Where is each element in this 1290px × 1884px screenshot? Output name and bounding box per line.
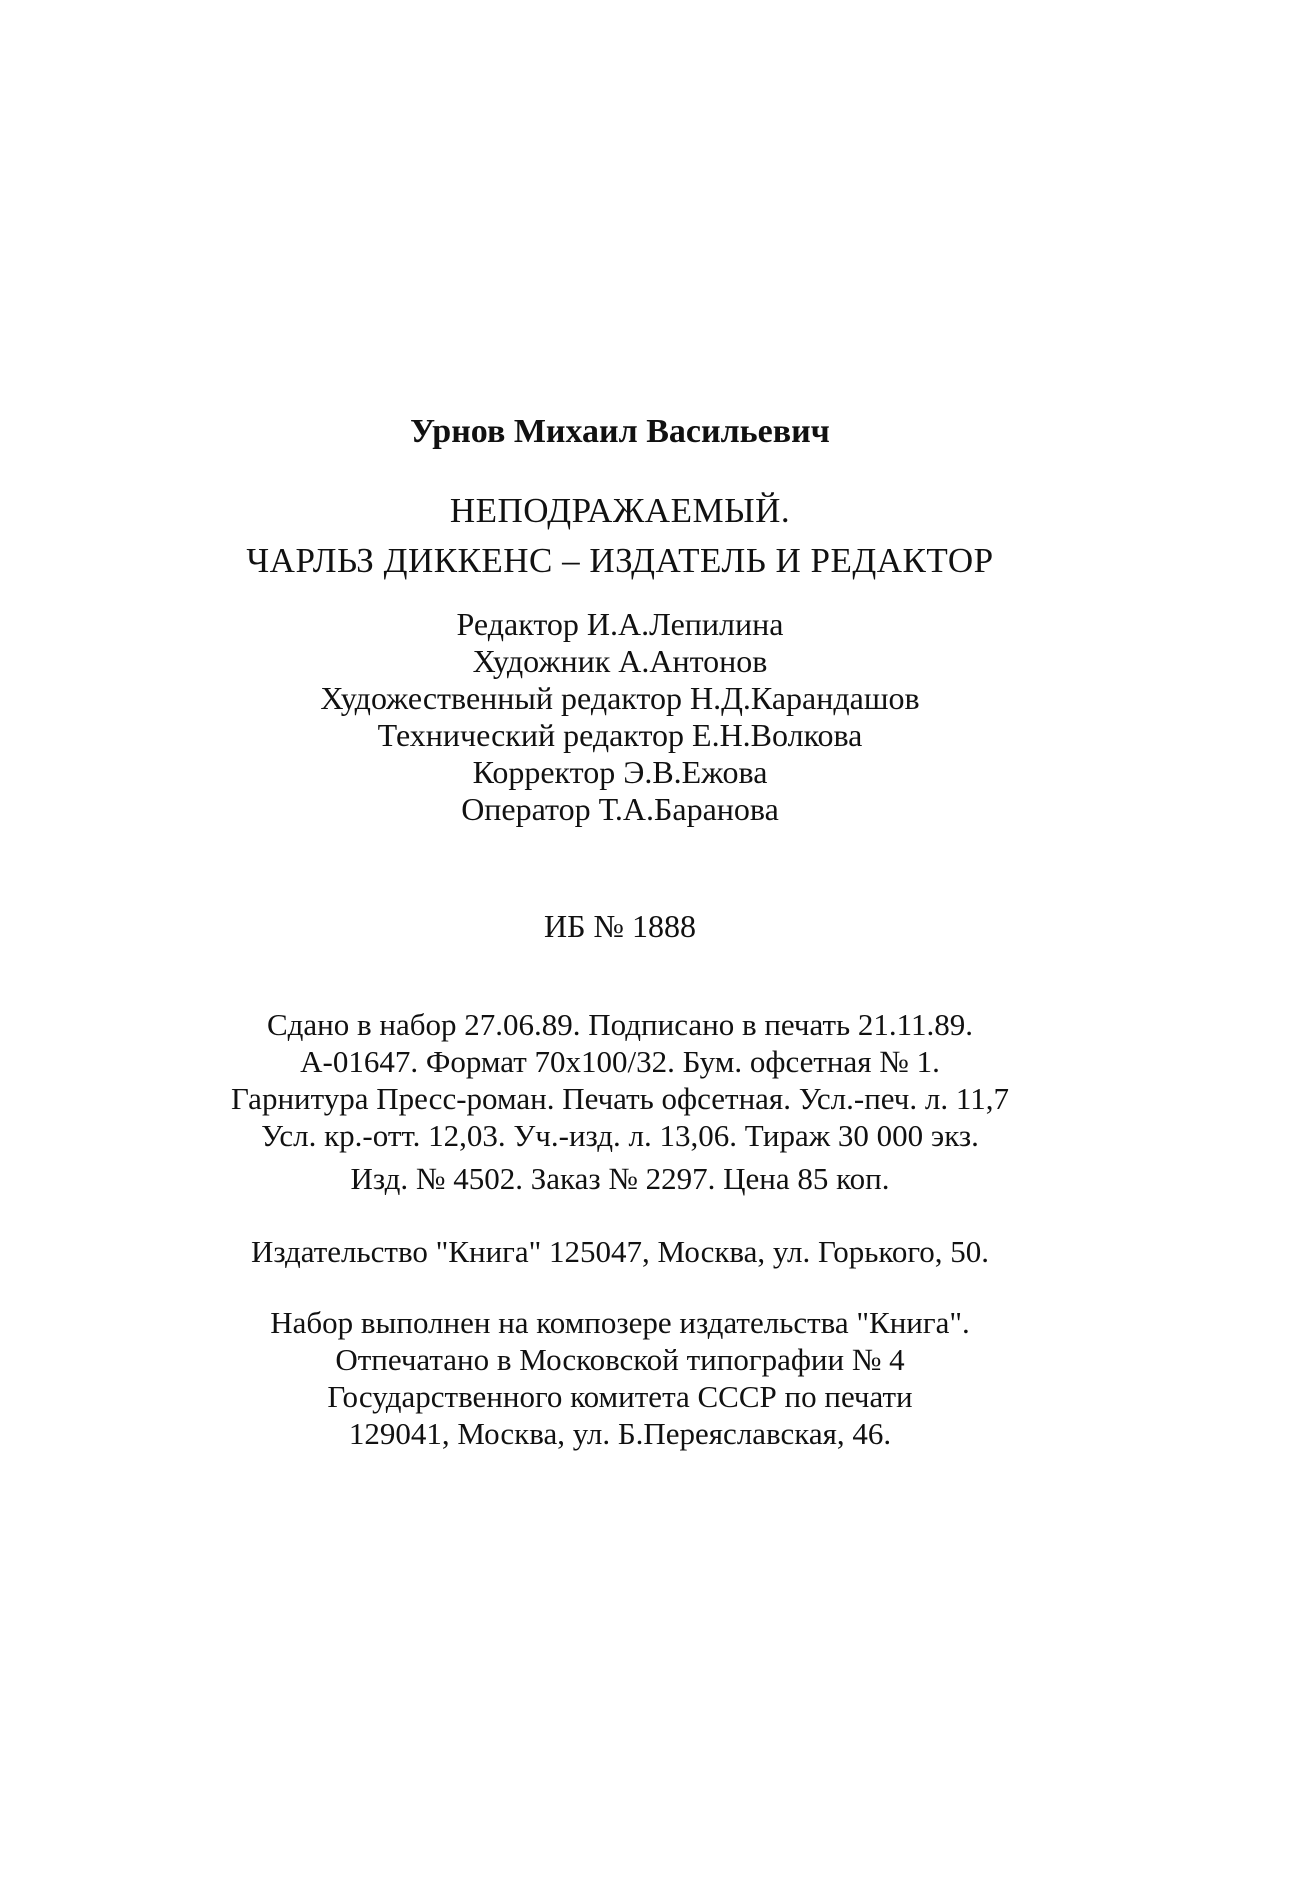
staff-credits [0, 606, 1240, 828]
book-title [0, 486, 1240, 586]
publisher-address: Издательство "Книга" 125047, Москва, ул. Горького, 50. [250, 1234, 990, 1269]
imprint-line: Гарнитура Пресс-роман. Печать офсетная. Усл.-печ. л. 11,7 [231, 1081, 1009, 1116]
credit-editor: Редактор И.А.Лепилина [456, 606, 784, 642]
credit-technical-editor: Технический редактор Е.Н.Волкова [377, 717, 863, 753]
imprint-line: Усл. кр.-отт. 12,03. Уч.-изд. л. 13,06. Тираж 30 000 экз. [261, 1118, 979, 1153]
printing-info [0, 1304, 1240, 1452]
printing-line: Государственного комитета СССР по печати [327, 1379, 913, 1414]
subtitle-line: ЧАРЛЬЗ ДИККЕНС – ИЗДАТЕЛЬ И РЕДАКТОР [246, 541, 994, 580]
publisher-block [0, 1232, 1240, 1272]
imprint-line: А-01647. Формат 70х100/32. Бум. офсетная № 1. [300, 1044, 940, 1079]
imprint-line: Сдано в набор 27.06.89. Подписано в печать 21.11.89. [266, 1007, 974, 1042]
imprint-line: Изд. № 4502. Заказ № 2297. Цена 85 коп. [350, 1161, 890, 1196]
printing-line: Отпечатано в Московской типографии № 4 [335, 1342, 905, 1377]
ib-number-block [0, 906, 1240, 946]
printing-line: Набор выполнен на композере издательства "Книга". [270, 1305, 970, 1340]
credit-artist: Художник А.Антонов [472, 643, 768, 679]
imprint-details [0, 1006, 1240, 1197]
credit-art-editor: Художественный редактор Н.Д.Карандашов [320, 680, 920, 716]
author-block [0, 412, 1240, 452]
author-name: Урнов Михаил Васильевич [410, 413, 830, 450]
credit-proofreader: Корректор Э.В.Ежова [472, 754, 768, 790]
printing-line: 129041, Москва, ул. Б.Переяславская, 46. [348, 1416, 892, 1451]
title-line: НЕПОДРАЖАЕМЫЙ. [449, 491, 791, 530]
credit-operator: Оператор Т.А.Баранова [461, 791, 779, 827]
ib-number: ИБ № 1888 [543, 908, 696, 944]
